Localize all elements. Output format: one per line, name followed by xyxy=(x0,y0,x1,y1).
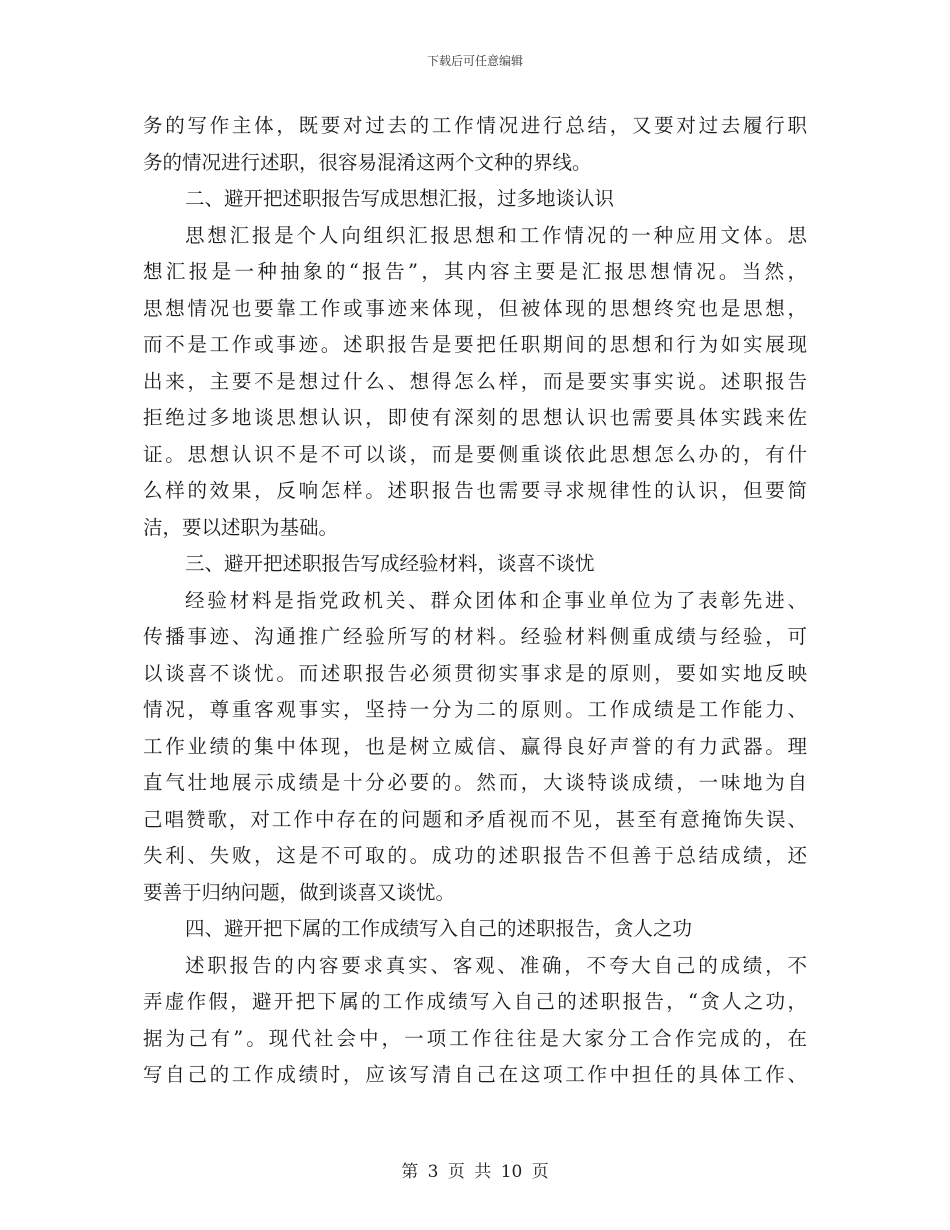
section-heading: 四、避开把下属的工作成绩写入自己的述职报告，贪人之功 xyxy=(185,917,693,940)
page-header: 下载后可任意编辑 xyxy=(426,54,523,68)
paragraph-line: 情况，尊重客观事实，坚持一分为二的原则。工作成绩是工作能力、 xyxy=(143,698,807,721)
paragraph-line: 写自己的工作成绩时，应该写清自己在这项工作中担任的具体工作、 xyxy=(143,1063,807,1086)
paragraph-line: 而不是工作或事迹。述职报告是要把任职期间的思想和行为如实展现 xyxy=(143,333,807,356)
paragraph-line: 传播事迹、沟通推广经验所写的材料。经验材料侧重成绩与经验，可 xyxy=(143,625,807,648)
paragraph-line: 么样的效果，反响怎样。述职报告也需要寻求规律性的认识，但要简 xyxy=(143,479,807,502)
paragraph-line: 己唱赞歌，对工作中存在的问题和矛盾视而不见，甚至有意掩饰失误、 xyxy=(143,807,807,831)
body-text xyxy=(143,108,807,1094)
paragraph-line: 证。思想认识不是不可以谈，而是要侧重谈依此思想怎么办的，有什 xyxy=(143,442,807,466)
section-heading: 三、避开把述职报告写成经验材料，谈喜不谈忧 xyxy=(185,552,595,575)
paragraph-line: 洁，要以述职为基础。 xyxy=(143,515,339,539)
paragraph-line: 述职报告的内容要求真实、客观、准确，不夸大自己的成绩，不 xyxy=(185,953,807,977)
paragraph-line: 想汇报是一种抽象的“报告”，其内容主要是汇报思想情况。当然， xyxy=(143,260,807,283)
paragraph-line: 思想汇报是个人向组织汇报思想和工作情况的一种应用文体。思 xyxy=(185,223,807,247)
paragraph-line: 经验材料是指党政机关、群众团体和企事业单位为了表彰先进、 xyxy=(185,588,807,612)
paragraph-line: 工作业绩的集中体现，也是树立威信、赢得良好声誉的有力武器。理 xyxy=(143,734,807,758)
paragraph-line: 以谈喜不谈忧。而述职报告必须贯彻实事求是的原则，要如实地反映 xyxy=(143,661,807,685)
paragraph-line: 务的写作主体，既要对过去的工作情况进行总结，又要对过去履行职 xyxy=(143,114,807,137)
paragraph-line: 弄虚作假，避开把下属的工作成绩写入自己的述职报告，“贪人之功， xyxy=(143,990,807,1013)
paragraph-line: 直气壮地展示成绩是十分必要的。然而，大谈特谈成绩，一味地为自 xyxy=(143,771,807,794)
paragraph-line: 务的情况进行述职，很容易混淆这两个文种的界线。 xyxy=(143,150,592,174)
section-heading: 二、避开把述职报告写成思想汇报，过多地谈认识 xyxy=(185,187,615,210)
paragraph-line: 失利、失败，这是不可取的。成功的述职报告不但善于总结成绩，还 xyxy=(143,844,807,867)
paragraph-line: 出来，主要不是想过什么、想得怎么样，而是要实事实说。述职报告 xyxy=(143,369,807,393)
paragraph-line: 思想情况也要靠工作或事迹来体现，但被体现的思想终究也是思想， xyxy=(143,296,807,320)
paragraph-line: 据为己有”。现代社会中，一项工作往往是大家分工合作完成的，在 xyxy=(143,1026,807,1050)
page-footer: 第 3 页 共 10 页 xyxy=(401,1162,549,1182)
paragraph-line: 拒绝过多地谈思想认识，即使有深刻的思想认识也需要具体实践来佐 xyxy=(143,406,807,429)
paragraph-line: 要善于归纳问题，做到谈喜又谈忧。 xyxy=(143,880,456,904)
